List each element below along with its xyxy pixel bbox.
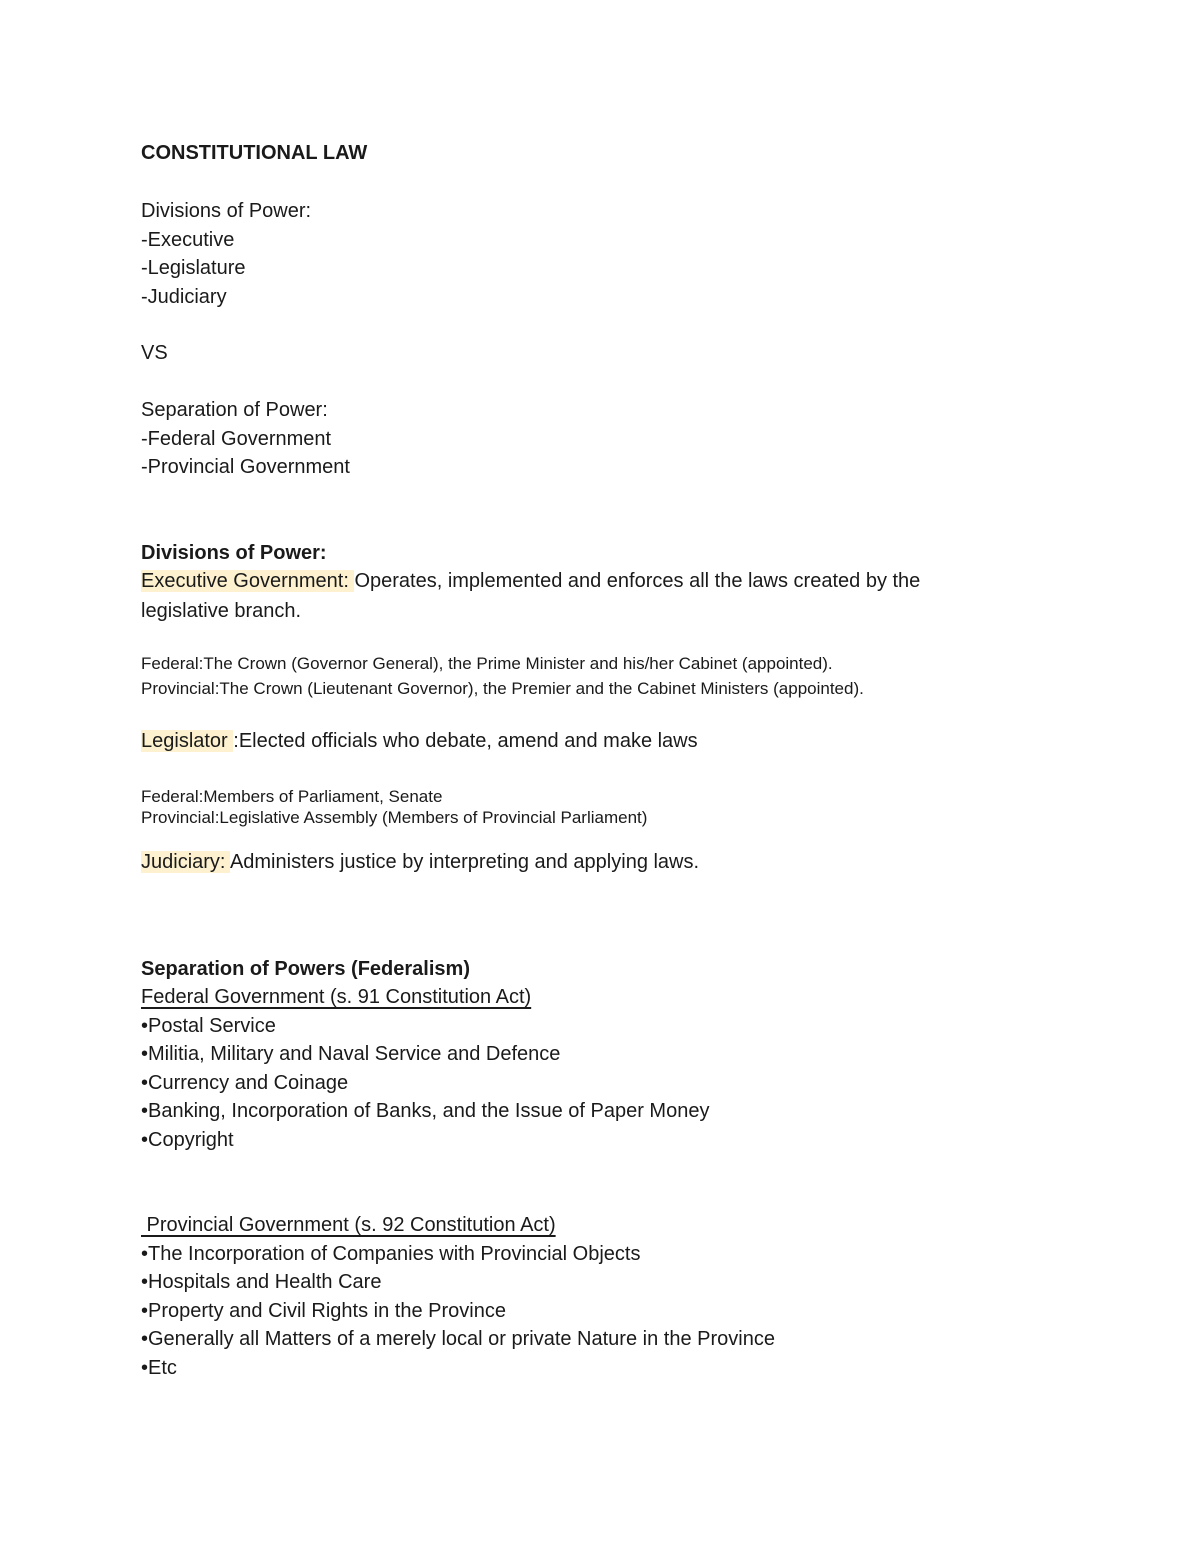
legislator-paragraph: [141, 727, 698, 756]
divisions-heading: Divisions of Power:: [141, 542, 327, 564]
list-item: •Hospitals and Health Care: [141, 1271, 382, 1293]
document-title: CONSTITUTIONAL LAW: [141, 142, 368, 164]
list-item: -Judiciary: [141, 285, 227, 308]
judiciary-term: Judiciary:: [141, 851, 230, 873]
judiciary-definition: Administers justice by interpreting and applying laws.: [229, 851, 700, 873]
intro-separation: [141, 396, 350, 482]
separation-heading: Separation of Powers (Federalism): [141, 958, 470, 980]
list-item: •Copyright: [141, 1128, 234, 1151]
federal-powers-heading: Federal Government (s. 91 Constitution Act): [141, 986, 532, 1008]
list-item: •Postal Service: [141, 1014, 276, 1037]
legislator-definition: :Elected officials who debate, amend and make laws: [233, 730, 698, 752]
intro-divisions-heading: Divisions of Power:: [141, 200, 312, 222]
executive-provincial: Provincial:The Crown (Lieutenant Governor), the Premier and the Cabinet Ministers (appointed).: [141, 679, 864, 698]
list-item: -Legislature: [141, 257, 246, 279]
provincial-powers: [141, 1211, 775, 1382]
list-item: •The Incorporation of Companies with Provincial Objects: [141, 1242, 641, 1265]
executive-federal: Federal:The Crown (Governor General), the Prime Minister and his/her Cabinet (appointed).: [141, 654, 833, 673]
legislator-federal: Federal:Members of Parliament, Senate: [141, 787, 443, 806]
intro-vs: VS: [141, 342, 168, 364]
list-item: •Property and Civil Rights in the Province: [141, 1299, 506, 1322]
list-item: •Militia, Military and Naval Service and Defence: [141, 1043, 561, 1065]
federal-powers: [141, 983, 709, 1154]
legislator-details: [141, 786, 647, 828]
legislator-term: Legislator: [141, 730, 234, 752]
list-item: •Banking, Incorporation of Banks, and the Issue of Paper Money: [141, 1100, 710, 1122]
list-item: •Currency and Coinage: [141, 1071, 349, 1094]
list-item: •Generally all Matters of a merely local or private Nature in the Province: [141, 1328, 775, 1350]
intro-separation-heading: Separation of Power:: [141, 399, 328, 421]
list-item: •Etc: [141, 1356, 177, 1379]
list-item: -Executive: [141, 228, 235, 251]
list-item: -Provincial Government: [141, 456, 350, 478]
executive-definition: Operates, implemented and enforces all the laws created by the legislative branch.: [141, 570, 921, 622]
executive-paragraph: [141, 567, 1011, 626]
judiciary-paragraph: [141, 848, 699, 877]
provincial-powers-heading: Provincial Government (s. 92 Constitution Act): [141, 1214, 556, 1236]
legislator-provincial: Provincial:Legislative Assembly (Members of Provincial Parliament): [141, 808, 648, 827]
executive-details: [141, 651, 864, 701]
list-item: -Federal Government: [141, 427, 332, 450]
executive-term: Executive Government:: [141, 570, 355, 592]
intro-divisions: [141, 197, 311, 311]
